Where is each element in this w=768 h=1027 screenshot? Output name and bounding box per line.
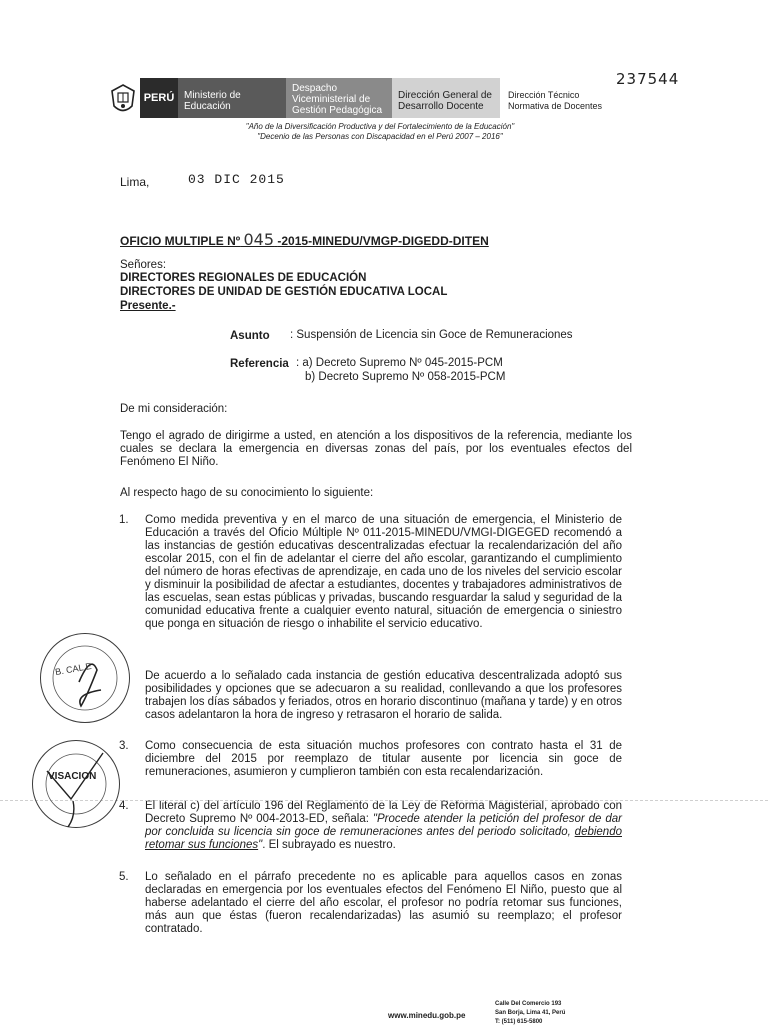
visacion-stamp: [32, 740, 120, 828]
item-3-number: 3.: [119, 740, 129, 752]
oficio-suffix: -2015-MINEDU/VMGP-DIGEDD-DITEN: [277, 234, 489, 248]
item-5-text: Lo señalado en el párrafo precedente no es aplicable para aquellos casos en zonas declaradas en emergencia por los eventuales efectos del Fenómeno El Niño, puesto que al haberse adelantado el cierre del año escolar, el profesor no podría retomar sus funciones, más aun que éstas (fueron recalendarizadas) las asumió su reemplazo; el profesor contratado.: [145, 871, 622, 935]
item-4-text: [145, 800, 622, 852]
addressee-presente: Presente.-: [120, 300, 176, 312]
addressee-line-2: DIRECTORES DE UNIDAD DE GESTIÓN EDUCATIVA LOCAL: [120, 286, 448, 298]
handwritten-number: 237544: [616, 70, 680, 88]
footer-url: www.minedu.gob.pe: [388, 1011, 466, 1020]
header-direccion-tecnico: Dirección Técnico Normativa de Docentes: [508, 90, 603, 111]
referencia-b: b) Decreto Supremo Nº 058-2015-PCM: [305, 371, 506, 383]
item-4-text-b: . El subrayado es nuestro.: [262, 839, 396, 851]
item-4-quote: "Procede atender la petición del profesor de dar por concluida su licencia sin goce de remuneraciones antes del periodo solicitado,: [145, 813, 623, 838]
item-5-number: 5.: [119, 871, 129, 883]
item-2-text: De acuerdo a lo señalado cada instancia de gestión educativa descentralizada adoptó sus posibilidades y opciones que se adecuaron a su realidad, conllevando a que los profesores trabajen los días sábados y feriados, otros en horario discontinuo (mañana y tarde) y en otros casos adelantaron la hora de ingreso y retrasaron el horario de salida.: [145, 670, 622, 721]
oficio-prefix: OFICIO MULTIPLE Nº: [120, 234, 241, 248]
item-4-number: 4.: [119, 800, 129, 812]
header-direccion-general: Dirección General de Desarrollo Docente: [392, 78, 500, 118]
signature-stamp: [40, 633, 130, 723]
stamp-2-label: VISACION: [48, 771, 97, 782]
salutation: De mi consideración:: [120, 403, 228, 415]
date-stamp: 03 DIC 2015: [188, 172, 285, 187]
header-ministerio: Ministerio de Educación: [178, 78, 286, 118]
item-4-quote-underlined: debiendo retomar sus funciones: [145, 826, 622, 851]
footer-address-1: Calle Del Comercio 193: [495, 1001, 562, 1007]
addressee-line-1: DIRECTORES REGIONALES DE EDUCACIÓN: [120, 272, 367, 284]
respecto-line: Al respecto hago de su conocimiento lo siguiente:: [120, 487, 374, 499]
item-1-number: 1.: [119, 514, 129, 526]
referencia-label: Referencia: [230, 358, 289, 370]
date-label: Lima,: [120, 175, 150, 189]
footer-address-3: T: (511) 615-5800: [495, 1019, 543, 1025]
item-4-text-a: El literal c) del artículo 196 del Reglamento de la Ley de Reforma Magisterial, aprobado con Decreto Supremo Nº 004-2013-ED, señala:: [145, 800, 622, 825]
footer-address-2: San Borja, Lima 41, Perú: [495, 1010, 566, 1016]
header-motto-2: "Decenio de las Personas con Discapacidad en el Perú 2007 – 2016": [257, 132, 503, 141]
item-4-quote-end: ": [258, 839, 263, 851]
header-motto-1: "Año de la Diversificación Productiva y del Fortalecimiento de la Educación": [245, 122, 515, 131]
addressee-greeting: Señores:: [120, 259, 167, 271]
header-viceministerio: Despacho Viceministerial de Gestión Pedagógica: [286, 78, 392, 118]
intro-paragraph: Tengo el agrado de dirigirme a usted, en atención a los dispositivos de la referencia, mediante los cuales se declara la emergencia en diversas zonas del país, por los eventuales efectos del Fenómeno El Niño.: [120, 430, 632, 468]
footer-address: [495, 1000, 565, 1027]
item-1-text: Como medida preventiva y en el marco de una situación de emergencia, el Ministerio de Educación a través del Oficio Múltiple Nº 011-2015-MINEDU/VMGI-DIGEGED recomendó a las instancias de gestión educativas descentralizadas efectuar la recalendarización del año escolar 2015, con el fin de adelantar el cierre del año escolar, garantizando el cumplimiento del número de horas efectivas de aprendizaje, en cada uno de los niveles del servicio escolar y disminuir la posibilidad de afectar a estudiantes, docentes y trabajadores administrativos de las escuelas, sean estas públicas y privadas, buscando resguardar la salud y seguridad de la comunidad educativa frente a cualquier evento natural, situación de emergencia o siniestro que ponga en situación de riesgo o inhabilite el servicio educativo.: [145, 514, 622, 630]
peru-coat-of-arms-icon: [110, 84, 136, 116]
stamp-1-name: B. CAL E: [54, 660, 93, 678]
visacion-check-icon: [33, 741, 119, 827]
oficio-number-handwritten: 045: [243, 230, 275, 249]
signature-scribble-icon: [41, 634, 129, 722]
asunto-text: : Suspensión de Licencia sin Goce de Remuneraciones: [290, 329, 573, 341]
oficio-title: [120, 230, 489, 249]
asunto-label: Asunto: [230, 330, 270, 342]
header-peru-label: PERÚ: [140, 78, 178, 118]
item-3-text: Como consecuencia de esta situación muchos profesores con contrato hasta el 31 de diciembre del 2015 por reemplazo de titular ausente por licencia sin goce de remuneraciones, asumieron y cumplieron también con esta recalendarización.: [145, 740, 622, 778]
referencia-a: : a) Decreto Supremo Nº 045-2015-PCM: [296, 357, 503, 369]
